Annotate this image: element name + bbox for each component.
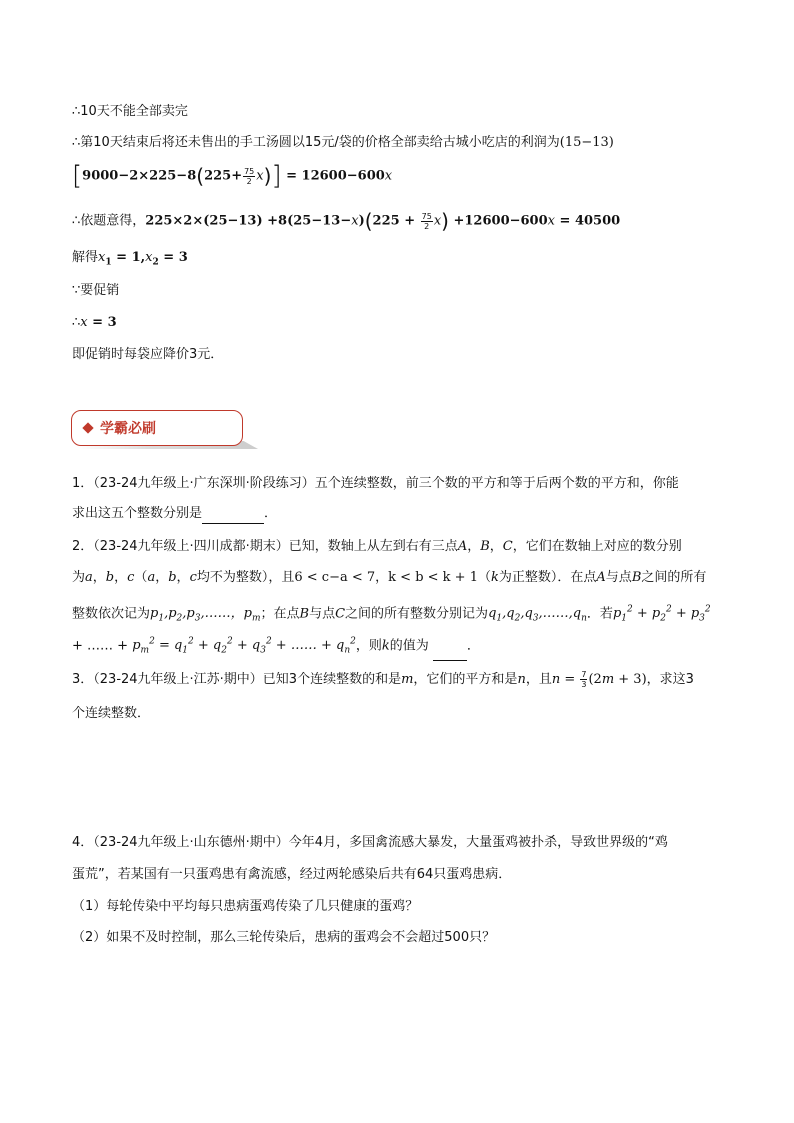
sequence-p: $p_1,p_2,p_3,\dots\dots$，$p_m$ [150,606,261,624]
var: C [335,606,346,622]
inequality: 6 < c−a < 7 [294,570,376,585]
text: （1）每轮传染中平均每只患病蛋鸡传染了几只健康的蛋鸡？ [72,899,419,914]
text: （2）如果不及时控制，那么三轮传染后，患病的蛋鸡会不会超过500只？ [72,930,496,945]
expr: 9000−2×225−8 [82,168,197,184]
question-3-line-1: 3．（23-24九年级上·江苏·期中）已知3个连续整数的和是m，它们的平方和是n，且n = $\frac{7}{3}$ (2m + 3)，求这3 [72,670,694,689]
text: ∵要促销 [72,283,120,298]
text: ∴第10天结束后将还未售出的手工汤圆以15元/袋的价格全部卖给古城小吃店的利润为 [72,135,560,150]
text: 个连续整数． [72,706,151,721]
var: A [457,539,468,554]
numerator: 75 [421,211,432,221]
subscript: 1 [105,257,112,268]
section-title: 学霸必刷 [100,421,156,437]
text: 3．（23-24九年级上·江苏·期中）已知3个连续整数的和是 [72,672,402,687]
var: B [480,539,490,554]
section-header [84,418,156,438]
text: ∴10天不能全部卖完 [72,104,188,119]
answer-blank[interactable] [202,509,264,524]
denominator: 2 [424,221,430,231]
text: ∴ [72,315,81,330]
question-2-line-4: + …… + $p_m^2 = q_1^2 + q_2^2 + q_3^2$ + …… + $q_n^2$，则k的值为 ． [72,632,480,661]
text: ．若 [586,606,613,622]
var: x [256,168,264,184]
bracket-close: ] [271,161,282,191]
solution-line-2 [72,133,614,153]
text: ，且 [525,672,552,687]
question-4-line-2 [72,865,511,885]
fraction [421,212,433,231]
text: 解得 [72,250,99,265]
expr: 225 + [372,213,420,229]
text: 即促销时每袋应降价3元． [72,347,224,362]
var: b [168,570,177,585]
question-4-sub-2 [72,928,495,948]
numerator: 7 [581,670,587,679]
question-1-line-2 [72,504,277,524]
var: n [551,672,561,687]
bracket-open: [ [72,161,83,191]
expr: 225×2×(25−13) +8(25−13− [145,213,352,229]
var: n [517,672,526,687]
fraction [580,670,587,689]
var: x [98,250,106,265]
var: m [401,672,414,687]
expr: ) [358,213,365,229]
var: A [596,570,606,585]
var: x [80,315,88,330]
expr: = 40500 [555,213,621,229]
text: 之间的所有整数分别记为 [345,606,489,622]
subscript: 2 [152,257,159,268]
var: x [433,213,442,229]
text: 整数依次记为 [72,606,151,622]
denominator: 3 [581,680,587,689]
text: 蛋荒”，若某国有一只蛋鸡患有禽流感，经过两轮感染后共有64只蛋鸡患病． [72,867,512,882]
solution-line-4 [72,211,620,232]
text: 为 [72,570,86,585]
solution-line-3 [72,161,393,191]
fraction [243,167,255,186]
expr: (15−13) [559,135,614,150]
solution-line-6 [72,281,119,301]
text: ，它们的平方和是 [413,672,518,687]
question-2-line-1: 2．（23-24九年级上·四川成都·期末）已知，数轴上从左到右有三点A，B，C，它们在数轴上对应的数分别 [72,539,682,554]
text: 与点 [605,570,632,585]
var: B [631,570,642,585]
text: ． [264,506,278,521]
var: x [547,213,555,229]
paren-open: ( [196,164,205,188]
solution-line-7 [72,313,117,333]
diamond-icon [82,422,93,433]
inequality: k < b < k + 1 [388,570,478,585]
var: x [384,168,393,184]
var: x [351,213,359,229]
question-4-line-1 [72,833,668,853]
expr: = 12600−600 [281,168,385,184]
sum-p-start: $p_1^2 + p_2^2 + p_3^2$ [612,605,711,624]
solution-line-1 [72,102,188,122]
question-4-sub-1 [72,897,418,917]
expr: = 1, [111,250,146,265]
equation: $p_m^2 = q_1^2 + q_2^2 + q_3^2$ + …… + $q_n^2$ [132,637,356,656]
text: 的值为 [389,638,429,654]
text: 为正整数）．在点 [498,570,597,585]
paren-close: ) [441,209,449,233]
question-2-line-3 [72,600,711,629]
question-3-line-2 [72,704,150,724]
var: x [145,250,153,265]
text: 均不为整数），且 [196,570,295,585]
var: a [85,570,93,585]
var: a [147,570,156,585]
text: ；在点 [260,606,300,622]
var: c [127,570,135,585]
text: ，求这3 [646,672,694,687]
expr: = 3 [87,315,117,330]
text: 1．（23-24九年级上·广东深圳·阶段练习）五个连续整数，前三个数的平方和等于后两个数的平方和，你能 [72,476,679,491]
text: ∴依题意得， [72,213,146,229]
answer-blank[interactable] [433,646,467,661]
paren-open: ( [364,209,373,233]
var: b [105,570,115,585]
var: C [502,539,513,554]
text: 求出这五个整数分别是 [72,506,203,521]
expr: +12600−600 [448,213,548,229]
solution-line-8 [72,345,223,365]
expr: 225+ [204,168,243,184]
var: c [189,570,197,585]
question-1-line-1 [72,474,679,494]
text: + …… + [72,638,129,654]
numerator: 75 [244,166,255,176]
paren-close: ) [263,164,272,188]
text: ，则 [355,638,382,654]
denominator: 2 [246,176,252,186]
text: 2．（23-24九年级上·四川成都·期末）已知，数轴上从左到右有三点 [72,539,458,554]
text: ，它们在数轴上对应的数分别 [512,539,682,554]
text: 与点 [309,606,336,622]
text: ． [466,638,480,654]
solution-line-5 [72,248,188,273]
text: 4．（23-24九年级上·山东德州·期中）今年4月，多国禽流感大暴发，大量蛋鸡被扑杀，导致世界级的“鸡 [72,835,668,850]
question-2-line-2: 为a，b，c（a，b，c均不为整数），且6 < c−a < 7，k < b < k + 1（k为正整数）．在点A与点B之间的所有 [72,570,707,585]
text: 之间的所有 [641,570,707,585]
sequence-q: $q_1,q_2,q_3,\dots\dots,q_n$ [488,606,587,624]
var: B [299,606,310,622]
expr: = 3 [158,250,188,265]
